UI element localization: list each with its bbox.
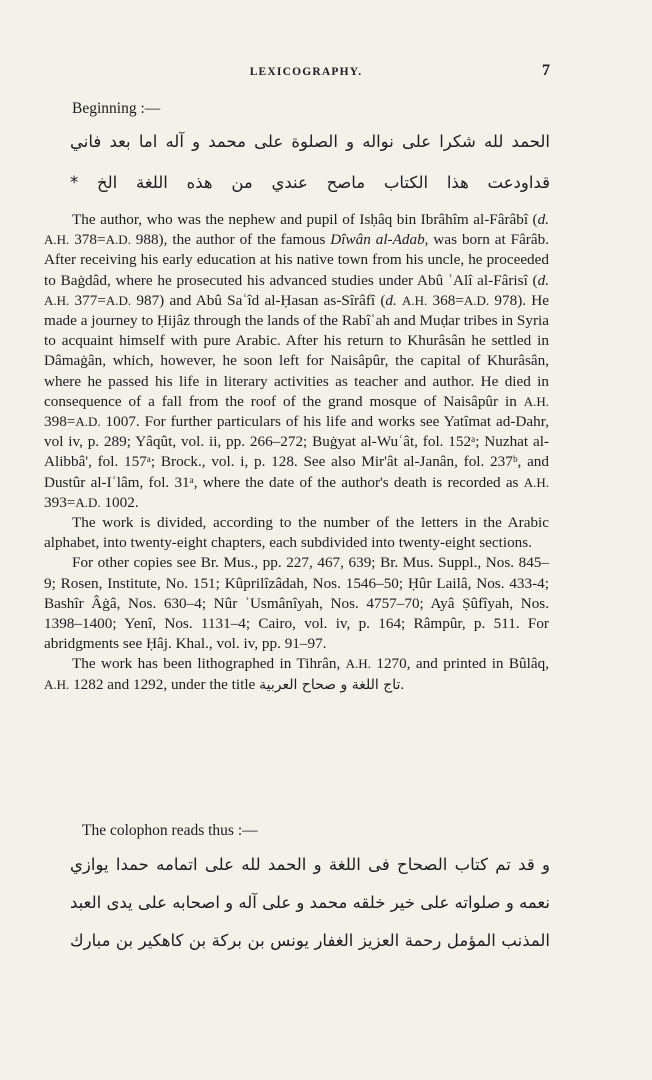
colophon-label: The colophon reads thus :— [82, 822, 258, 839]
running-title: LEXICOGRAPHY. [249, 66, 363, 78]
running-head [70, 62, 550, 80]
paragraph-structure: The work is divided, according to the number of the letters in the Arabic alphabet, into twenty-eight chapters, each subdivided into twenty-eight sections. [44, 514, 549, 552]
arabic-colophon-line-3: المذنب المؤمل رحمة العزيز الغفار يونس بن بركة بن كاهكير بن مبارك [70, 931, 550, 950]
beginning-label: Beginning :— [72, 100, 161, 117]
page-number: 7 [542, 62, 550, 79]
body-text [44, 210, 549, 695]
paragraph-copies: For other copies see Br. Mus., pp. 227, 467, 639; Br. Mus. Suppl., Nos. 845–9; Rosen, Institute, No. 151; Kûprilîzâdah, Nos. 1546–50; Ḥûr Lailâ, Nos. 433-4; Bashîr Âġâ, Nos. 630–4; Nûr ʿUsmânîyah, Nos. 4757–70; Ayâ Ṣûfîyah, Nos. 1398–1400; Yenî, Nos. 1131–4; Cairo, vol. iv, p. 164; Râmpûr, p. 511. For abridgments see Ḥâj. Khal., vol. iv, pp. 91–97. [44, 554, 549, 653]
arabic-colophon-line-2: نعمه و صلواته على خير خلقه محمد و على آله و اصحابه على يدى العبد [70, 893, 550, 912]
arabic-incipit-line-1: الحمد لله شكرا على نواله و الصلوة على محمد و آله اما بعد فاني [70, 132, 550, 151]
arabic-incipit-line-2: قداودعت هذا الكتاب ماصح عندي من هذه اللغة الخ * [70, 173, 550, 192]
arabic-colophon-line-1: و قد تم كتاب الصحاح فى اللغة و الحمد لله على اتمامه حمدا يوازي [70, 855, 550, 874]
paragraph-author: The author, who was the nephew and pupil of Isḥâq bin Ibrâhîm al-Fârâbî (d. A.H. 378=A.D. 988), the author of the famous Dîwân al-Adab, was born at Fârâb. After receiving his early education at his native town from his uncle, he proceeded to Baġdâd, where he prosecuted his advanced studies under Abû ʿAlî al-Fârisî (d. A.H. 377=A.D. 987) and Abû Saʿîd al-Ḥasan as-Sîrâfî (d. A.H. 368=A.D. 978). He made a journey to Ḥijâz through the lands of the Rabîʿah and Muḍar tribes in Syria to acquaint himself with pure Arabic. After his return to Khurâsân he settled in Dâmaġân, which, however, he soon left for Naisâpûr, the capital of Khurâsân, where he passed his life in literary activities as teacher and author. He died in consequence of a fall from the roof of the grand mosque of Naisâpûr in A.H. 398=A.D. 1007. For further particulars of his life and works see Yatîmat ad-Dahr, vol iv, p. 289; Yâqût, vol. ii, pp. 266–272; Buġyat al-Wuʿât, fol. 152ᵃ; Nuzhat al-Alibbâ', fol. 157ᵃ; Brock., vol. i, p. 128. See also Mir'ât al-Janân, fol. 237ᵇ, and Dustûr al-Iʿlâm, fol. 31ᵃ, where the date of the author's death is recorded as A.H. 393=A.D. 1002. [44, 211, 549, 511]
arabic-title: تاج اللغة و صحاح العربية [259, 676, 401, 693]
paragraph-editions: The work has been lithographed in Tihrân, A.H. 1270, and printed in Bûlâq, A.H. 1282 and 1292, under the title تاج اللغة و صحاح العربية. [44, 655, 549, 693]
